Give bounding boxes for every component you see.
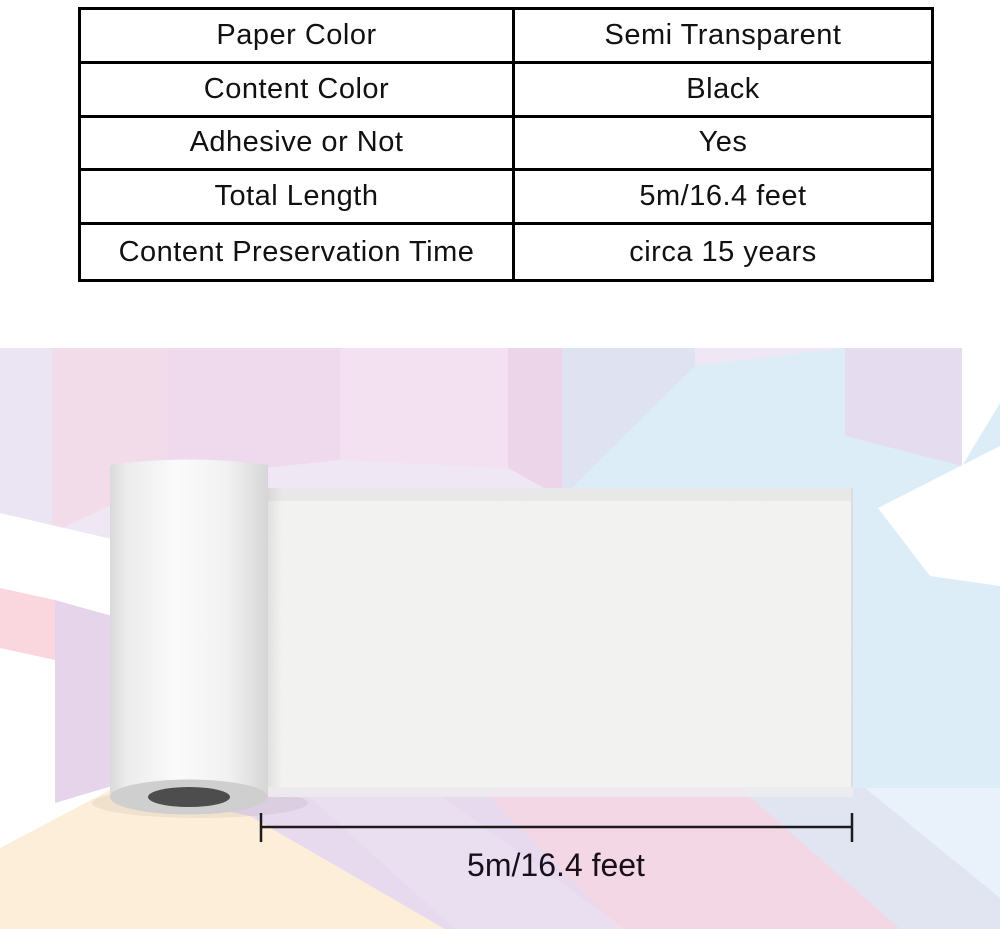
spec-value: Semi Transparent bbox=[512, 10, 931, 61]
spec-label: Total Length bbox=[214, 180, 379, 213]
sheet-top-edge bbox=[266, 488, 853, 501]
spec-label: Adhesive or Not bbox=[189, 126, 404, 159]
bg-band-pink-pale bbox=[340, 348, 508, 468]
spec-value: Yes bbox=[512, 118, 931, 169]
sheet-left-shadow bbox=[266, 488, 282, 787]
bg-pink-block-left bbox=[0, 588, 55, 660]
sheet-under-shadow bbox=[266, 787, 853, 797]
sheet-texture bbox=[266, 500, 853, 787]
figure-canvas bbox=[0, 348, 1000, 929]
bg-lavender-strip-left bbox=[55, 600, 112, 803]
spec-label: Content Color bbox=[203, 72, 390, 105]
paper-roll bbox=[110, 460, 268, 815]
product-figure bbox=[0, 348, 1000, 929]
roll-core-hole bbox=[148, 787, 230, 807]
table-row bbox=[81, 171, 931, 225]
bg-band-pink-deep bbox=[168, 348, 340, 478]
dimension-label: 5m/16.4 feet bbox=[467, 847, 645, 883]
spec-value: 5m/16.4 feet bbox=[512, 171, 931, 222]
bg-band-lavender-pale bbox=[0, 348, 52, 533]
sheet-right-edge bbox=[851, 488, 853, 787]
spec-table bbox=[78, 7, 934, 282]
table-row bbox=[81, 64, 931, 118]
spec-value: Black bbox=[512, 64, 931, 115]
spec-label: Content Preservation Time bbox=[118, 235, 475, 268]
spec-label: Paper Color bbox=[216, 18, 377, 51]
table-row bbox=[81, 225, 931, 279]
table-row bbox=[81, 10, 931, 64]
spec-value: circa 15 years bbox=[512, 225, 931, 279]
roll-body bbox=[110, 460, 268, 798]
table-row bbox=[81, 118, 931, 172]
